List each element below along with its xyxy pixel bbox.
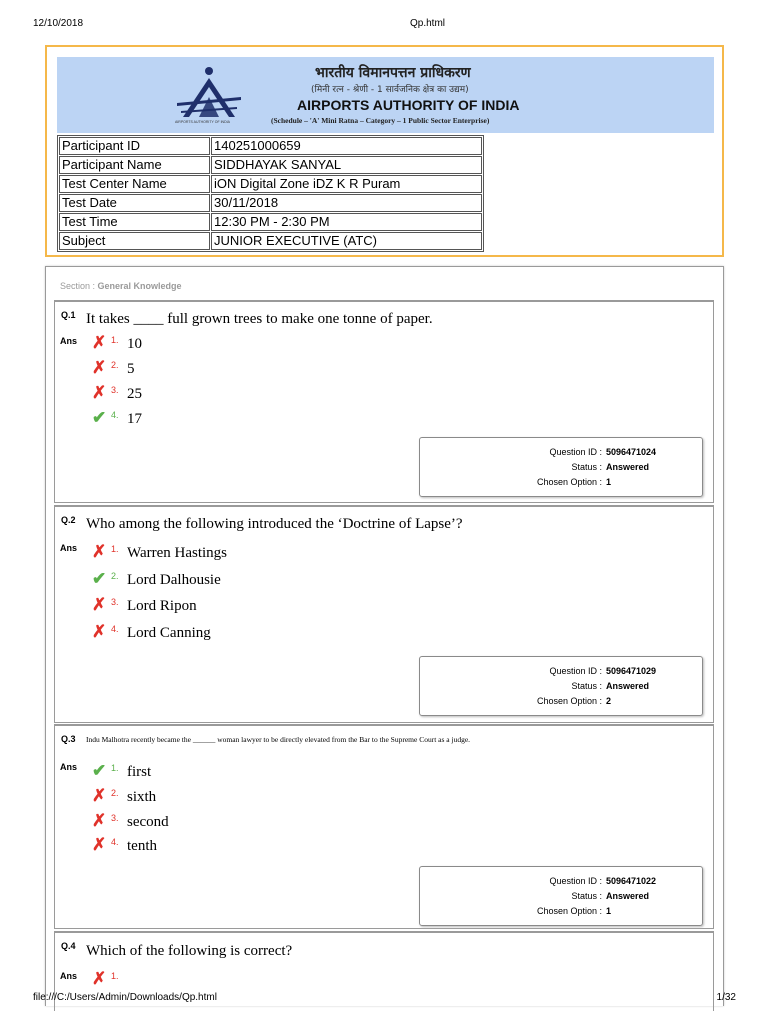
- option-number: 1.: [111, 544, 119, 554]
- question-status: Answered: [606, 891, 650, 901]
- question-meta-box: [419, 437, 703, 497]
- meta-label: Question ID :: [549, 447, 602, 457]
- question-id: 5096471029: [606, 666, 657, 676]
- option-number: 1.: [111, 971, 119, 981]
- option-number: 2.: [111, 571, 119, 581]
- option-number: 3.: [111, 597, 119, 607]
- option-text: first: [127, 764, 152, 780]
- candidate-info-card: [45, 45, 724, 257]
- page-number: 1/32: [716, 992, 736, 1003]
- info-row: [59, 213, 482, 231]
- question-status: Answered: [606, 462, 650, 472]
- question-meta-box: [419, 656, 703, 716]
- option-text: tenth: [127, 838, 157, 854]
- question-meta-box: [419, 866, 703, 926]
- option-text: Lord Dalhousie: [127, 572, 221, 588]
- meta-label: Chosen Option :: [536, 696, 602, 706]
- info-value: 12:30 PM - 2:30 PM: [211, 213, 482, 231]
- meta-label: Question ID :: [549, 666, 602, 676]
- question-text: It takes ____ full grown trees to make one tonne of paper.: [86, 311, 433, 327]
- english-title: AIRPORTS AUTHORITY OF INDIA: [297, 97, 520, 113]
- cross-icon: ✗: [92, 383, 107, 402]
- option-number: 2.: [111, 788, 119, 798]
- info-key: Participant ID: [59, 137, 210, 155]
- option-number: 3.: [111, 813, 119, 823]
- print-date: 12/10/2018: [33, 18, 84, 29]
- question-id: 5096471024: [606, 447, 657, 457]
- option-number: 1.: [111, 335, 119, 345]
- cross-icon: ✗: [92, 835, 107, 854]
- ans-label: Ans: [60, 762, 78, 772]
- info-row: [59, 137, 482, 155]
- info-key: Test Center Name: [59, 175, 210, 193]
- cross-icon: ✗: [92, 358, 107, 377]
- question-card: [54, 505, 714, 723]
- option-number: 3.: [111, 385, 119, 395]
- info-value: 30/11/2018: [211, 194, 482, 212]
- question-text: Indu Malhotra recently became the ______ woman lawyer to be directly elevated from the Bar to the Supreme Court as a judge.: [86, 735, 471, 744]
- cross-icon: ✗: [92, 969, 107, 988]
- aai-logo-icon: [169, 63, 249, 121]
- info-key: Test Date: [59, 194, 210, 212]
- question-card: [54, 724, 714, 929]
- option-text: sixth: [127, 789, 157, 805]
- question-section-panel: [45, 266, 724, 1006]
- chosen-option: 2: [606, 696, 612, 706]
- ans-label: Ans: [60, 336, 78, 346]
- print-title: Qp.html: [410, 18, 446, 29]
- option-text: 25: [127, 386, 142, 402]
- info-value: SIDDHAYAK SANYAL: [211, 156, 482, 174]
- meta-label: Chosen Option :: [536, 477, 602, 487]
- question-status: Answered: [606, 681, 650, 691]
- chosen-option: 1: [606, 477, 612, 487]
- meta-label: Status :: [571, 891, 602, 901]
- question-number: Q.4: [61, 941, 76, 951]
- option-number: 4.: [111, 624, 119, 634]
- ans-label: Ans: [60, 971, 78, 981]
- info-row: [59, 175, 482, 193]
- hindi-subtitle: (मिनी रत्न - श्रेणी - 1 सार्वजनिक क्षेत्र का उद्यम): [311, 85, 469, 95]
- cross-icon: ✗: [92, 542, 107, 561]
- info-key: Participant Name: [59, 156, 210, 174]
- schedule-note: (Schedule – 'A' Mini Ratna – Category – 1 Public Sector Enterprise): [271, 116, 490, 125]
- info-row: [59, 194, 482, 212]
- option-text: 5: [127, 361, 135, 377]
- chosen-option: 1: [606, 906, 612, 916]
- cross-icon: ✗: [92, 811, 107, 830]
- check-icon: ✔: [92, 408, 107, 427]
- meta-label: Question ID :: [549, 876, 602, 886]
- hindi-title: भारतीय विमानपत्तन प्राधिकरण: [315, 65, 471, 81]
- option-text: second: [127, 814, 169, 830]
- question-number: Q.2: [61, 515, 76, 525]
- logo-caption: AIRPORTS AUTHORITY OF INDIA: [175, 120, 230, 124]
- cross-icon: ✗: [92, 622, 107, 641]
- info-row: [59, 156, 482, 174]
- check-icon: ✔: [92, 761, 107, 780]
- candidate-info-table: [57, 135, 484, 252]
- cross-icon: ✗: [92, 786, 107, 805]
- question-number: Q.3: [61, 734, 76, 744]
- option-text: 10: [127, 336, 142, 352]
- info-key: Subject: [59, 232, 210, 250]
- print-url: file:///C:/Users/Admin/Downloads/Qp.html: [33, 992, 217, 1003]
- option-text: Lord Ripon: [127, 598, 197, 614]
- info-key: Test Time: [59, 213, 210, 231]
- meta-label: Status :: [571, 462, 602, 472]
- section-name: General Knowledge: [97, 281, 182, 291]
- info-value: JUNIOR EXECUTIVE (ATC): [211, 232, 482, 250]
- info-row: [59, 232, 482, 250]
- option-text: Lord Canning: [127, 625, 211, 641]
- section-label: Section :: [60, 281, 98, 291]
- meta-label: Status :: [571, 681, 602, 691]
- section-title: [60, 281, 182, 291]
- option-text: 17: [127, 411, 142, 427]
- check-icon: ✔: [92, 569, 107, 588]
- question-id: 5096471022: [606, 876, 657, 886]
- meta-label: Chosen Option :: [536, 906, 602, 916]
- ans-label: Ans: [60, 543, 78, 553]
- option-number: 1.: [111, 763, 119, 773]
- cross-icon: ✗: [92, 595, 107, 614]
- info-value: iON Digital Zone iDZ K R Puram: [211, 175, 482, 193]
- question-text: Which of the following is correct?: [86, 943, 293, 959]
- question-text: Who among the following introduced the ‘Doctrine of Lapse’?: [86, 516, 463, 532]
- option-number: 4.: [111, 410, 119, 420]
- cross-icon: ✗: [92, 333, 107, 352]
- option-number: 2.: [111, 360, 119, 370]
- question-card: [54, 300, 714, 503]
- info-value: 140251000659: [211, 137, 482, 155]
- aai-banner: [57, 57, 714, 133]
- option-number: 4.: [111, 837, 119, 847]
- question-number: Q.1: [61, 310, 76, 320]
- option-text: Warren Hastings: [127, 545, 228, 561]
